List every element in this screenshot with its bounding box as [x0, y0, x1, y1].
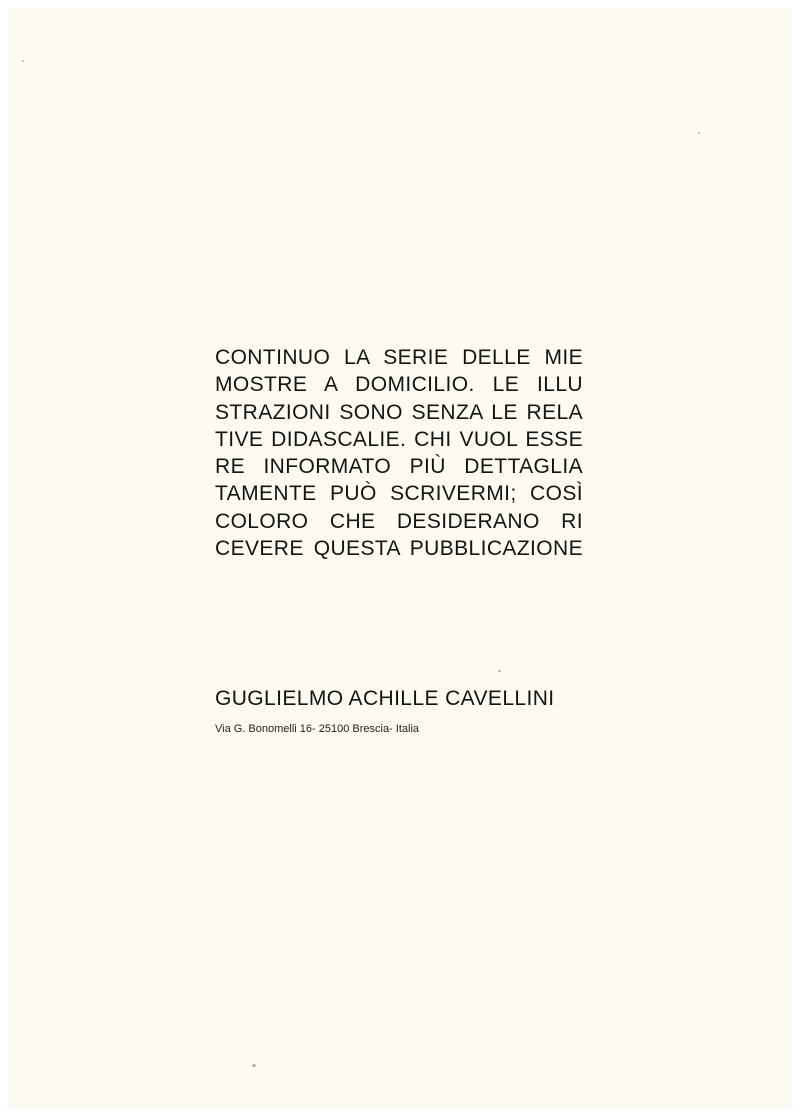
body-line: CEVERE QUESTA PUBBLICAZIONE [215, 537, 583, 561]
body-line: STRAZIONI SONO SENZA LE RELA [215, 400, 583, 424]
body-line: COLORO CHE DESIDERANO RI [215, 509, 583, 533]
body-line: MOSTRE A DOMICILIO. LE ILLU [215, 373, 583, 397]
paper-speck [252, 1064, 256, 1067]
page-sheet [8, 8, 792, 1108]
author-name: GUGLIELMO ACHILLE CAVELLINI [215, 687, 555, 710]
paper-speck [698, 132, 700, 134]
paper-speck [498, 670, 501, 672]
body-line: CONTINUO LA SERIE DELLE MIE [215, 346, 583, 369]
author-address: Via G. Bonomelli 16- 25100 Brescia- Italia [215, 723, 420, 735]
body-line: TIVE DIDASCALIE. CHI VUOL ESSE [215, 427, 583, 451]
body-line: RE INFORMATO PIÙ DETTAGLIA [215, 455, 583, 479]
paper-speck [22, 60, 24, 62]
body-text [215, 344, 583, 562]
body-line: TAMENTE PUÒ SCRIVERMI; COSÌ [215, 482, 583, 506]
